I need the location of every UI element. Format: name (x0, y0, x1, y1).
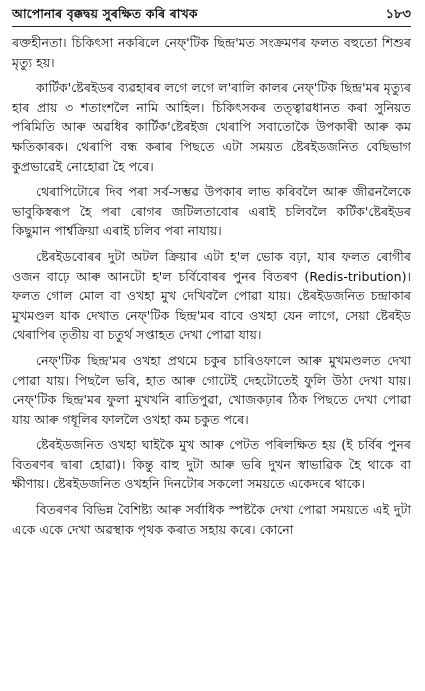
paragraph: ষ্টেৰইডজনিত ওখহা ঘাইকৈ মুখ আৰু পেটত পৰিলক্ষিত হয় (ই চৰ্বিৰ পুনৰ বিতৰণৰ দ্বাৰা হোৱা)। কিন্তু বাহু দুটা আৰু ভৰি দুখন স্বাভাৱিক হৈ থাকে বা ক্ষীণায়। ষ্টেৰইডজনিত ওখহনি দিনটোৰ সকলো সময়তে একেদৰে থাকে। (12, 437, 411, 492)
chapter-title: আপোনাৰ বৃক্কদ্বয় সুৰক্ষিত কৰি ৰাখক (12, 6, 198, 21)
page-body (12, 33, 411, 539)
page-number: ১৮৩ (385, 7, 411, 22)
paragraph: কাৰ্টিক'ষ্টেৰইডৰ ব্যৱহাৰৰ লগে লগে ল'ৰালি কালৰ নেফ্‌'টিক ছিন্দ্ৰ'মৰ মৃত্যুৰ হাৰ প্ৰায় ৩ শতাংশলৈ নামি আহিল। চিকিৎসকৰ তত্ত্বাৱধানত কৰা সুনিয়ত পৰিমিতি আৰু অৱধিৰ কাৰ্টিক'ষ্টেৰইজ থেৰাপি সবাতোকৈ উপকাৰী আৰু কম ক্ষতিকাৰক। থেৰাপি বন্ধ কৰাৰ পিছতে এটা সময়ত ষ্টেৰইডজনিত বেছিভাগ কুপ্ৰভাৱেই নোহোৱা হৈ পৰে। (12, 80, 411, 174)
paragraph: ষ্টেৰইডবোৰৰ দুটা অটল ক্ৰিয়াৰ এটা হ'ল ভোক বঢ়া, যাৰ ফলত ৰোগীৰ ওজন বাঢ়ে আৰু আনটো হ'ল চৰ্বিবোৰৰ পুনৰ বিতৰণ (Redis-tribution)। ফলত গোল মোল বা ওখহা মুখ দেখিবলৈ পোৱা যায়। ষ্টেৰইডজনিত চন্দ্ৰাকাৰ মুখমণ্ডল যাক দেখাত নেফ্‌'টিক ছিন্দ্ৰ'মৰ বাবে ওখহা যেন লাগে, সেয়া ষ্টেৰইড থেৰাপিৰ তৃতীয় বা চতুৰ্থ সপ্তাহত দেখা পোৱা যায়। (12, 248, 411, 343)
running-header (12, 6, 411, 27)
paragraph: ৰক্তহীনতা। চিকিৎসা নকৰিলে নেফ্‌'টিক ছিন্দ্ৰ'মত সংক্ৰমণৰ ফলত বহুতো শিশুৰ মৃত্যু হয়। (12, 35, 411, 70)
paragraph: থেৰাপিটোৰে দিব পৰা সৰ্ব-সম্ভৱ উপকাৰ লাভ কৰিবলৈ আৰু জীৱনলৈকে ভাবুকিস্বৰূপ হৈ পৰা ৰোগৰ জটিলতাবোৰ এৰাই চলিবলৈ কৰ্টিক'ষ্টেৰইডৰ কিছুমান পাৰ্শ্বক্ৰিয়া এৰাই চলিব পৰা নাযায়। (12, 184, 411, 239)
paragraph: নেফ্‌'টিক ছিন্দ্ৰ'মৰ ওখহা প্ৰথমে চকুৰ চাৰিওফালে আৰু মুখমণ্ডলত দেখা পোৱা যায়। পিছলৈ ভৰি, হাত আৰু গোটেই দেহটোতেই ফুলি উঠা দেখা যায়। নেফ্‌'টিক ছিন্দ্ৰ'মৰ ফুলা মুখখনি ৰাতিপুৱা, খোজকঢ়াৰ ঠিক পিছতে দেখা পোৱা যায় আৰু গধূলিৰ ফাললৈ ওখহা কম চকুত পৰে। (12, 352, 411, 427)
paragraph: বিতৰণৰ বিভিন্ন বৈশিষ্ট্য আৰু সৰ্বাধিক স্পষ্টকৈ দেখা পোৱা সময়তে এই দুটা একে একে দেখা অৱস্থাক পৃথক কৰাত সহায় কৰে। কোনো (12, 502, 411, 537)
